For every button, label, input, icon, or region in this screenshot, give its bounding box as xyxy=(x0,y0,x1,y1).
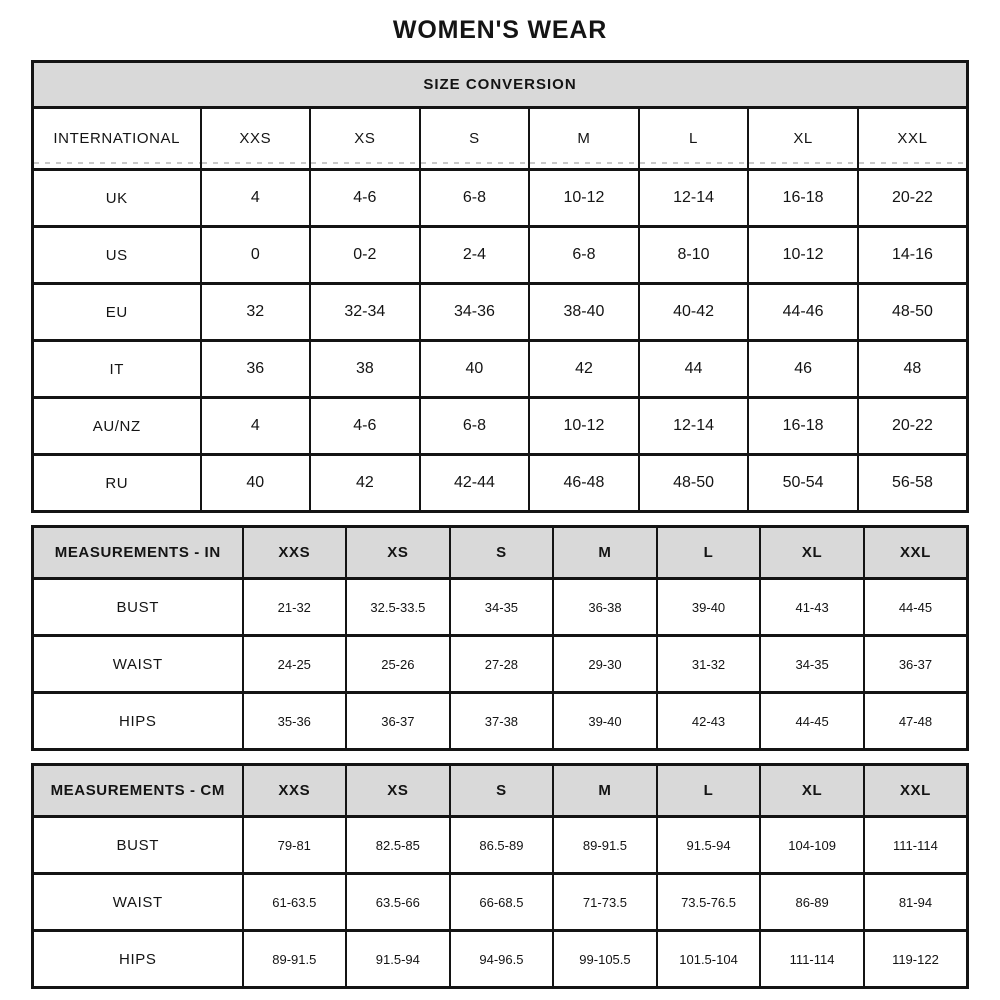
table-title: SIZE CONVERSION xyxy=(33,62,968,108)
value-cell: 91.5-94 xyxy=(657,817,761,874)
value-cell: 50-54 xyxy=(748,455,858,512)
table-title: MEASUREMENTS - IN xyxy=(33,527,243,579)
value-cell: 27-28 xyxy=(450,636,554,693)
value-cell: 0-2 xyxy=(310,227,420,284)
size-header-cell: M xyxy=(553,765,657,817)
value-cell: 82.5-85 xyxy=(346,817,450,874)
size-header-cell: XS xyxy=(310,108,420,170)
column-header-row xyxy=(33,765,968,817)
row-label-cell: IT xyxy=(33,341,201,398)
value-cell: 99-105.5 xyxy=(553,931,657,988)
value-cell: 47-48 xyxy=(864,693,968,750)
value-cell: 14-16 xyxy=(858,227,968,284)
value-cell: 73.5-76.5 xyxy=(657,874,761,931)
size-header-cell: XS xyxy=(346,765,450,817)
value-cell: 104-109 xyxy=(760,817,864,874)
value-cell: 36-38 xyxy=(553,579,657,636)
size-conversion-table xyxy=(31,60,969,513)
value-cell: 36-37 xyxy=(864,636,968,693)
size-header-cell: L xyxy=(657,527,761,579)
value-cell: 32.5-33.5 xyxy=(346,579,450,636)
value-cell: 46-48 xyxy=(529,455,639,512)
table-row xyxy=(33,579,968,636)
value-cell: 10-12 xyxy=(529,170,639,227)
value-cell: 111-114 xyxy=(864,817,968,874)
size-header-cell: L xyxy=(639,108,749,170)
value-cell: 10-12 xyxy=(748,227,858,284)
table-row xyxy=(33,693,968,750)
size-header-cell: XL xyxy=(760,765,864,817)
value-cell: 34-35 xyxy=(450,579,554,636)
value-cell: 41-43 xyxy=(760,579,864,636)
value-cell: 25-26 xyxy=(346,636,450,693)
value-cell: 12-14 xyxy=(639,398,749,455)
value-cell: 24-25 xyxy=(243,636,347,693)
size-header-cell: S xyxy=(420,108,530,170)
value-cell: 34-36 xyxy=(420,284,530,341)
size-header-cell: XXS xyxy=(243,527,347,579)
size-header-cell: XS xyxy=(346,527,450,579)
value-cell: 36-37 xyxy=(346,693,450,750)
value-cell: 21-32 xyxy=(243,579,347,636)
value-cell: 2-4 xyxy=(420,227,530,284)
measurements-in-table xyxy=(31,525,969,751)
column-header-row xyxy=(33,108,968,170)
size-header-cell: M xyxy=(529,108,639,170)
value-cell: 86.5-89 xyxy=(450,817,554,874)
value-cell: 81-94 xyxy=(864,874,968,931)
value-cell: 42-43 xyxy=(657,693,761,750)
value-cell: 20-22 xyxy=(858,398,968,455)
table-row xyxy=(33,341,968,398)
table-row xyxy=(33,455,968,512)
size-header-cell: XXS xyxy=(201,108,311,170)
value-cell: 44-46 xyxy=(748,284,858,341)
value-cell: 89-91.5 xyxy=(553,817,657,874)
value-cell: 89-91.5 xyxy=(243,931,347,988)
value-cell: 39-40 xyxy=(657,579,761,636)
row-label-cell: WAIST xyxy=(33,636,243,693)
value-cell: 66-68.5 xyxy=(450,874,554,931)
size-header-cell: XL xyxy=(760,527,864,579)
row-label-cell: RU xyxy=(33,455,201,512)
value-cell: 36 xyxy=(201,341,311,398)
row-label-cell: HIPS xyxy=(33,693,243,750)
size-header-cell: XXL xyxy=(864,765,968,817)
value-cell: 46 xyxy=(748,341,858,398)
value-cell: 42 xyxy=(529,341,639,398)
value-cell: 44-45 xyxy=(760,693,864,750)
row-label-cell: WAIST xyxy=(33,874,243,931)
value-cell: 44 xyxy=(639,341,749,398)
value-cell: 38 xyxy=(310,341,420,398)
value-cell: 32-34 xyxy=(310,284,420,341)
size-header-cell: XXL xyxy=(864,527,968,579)
value-cell: 16-18 xyxy=(748,170,858,227)
value-cell: 40-42 xyxy=(639,284,749,341)
value-cell: 79-81 xyxy=(243,817,347,874)
value-cell: 4-6 xyxy=(310,170,420,227)
size-header-cell: L xyxy=(657,765,761,817)
value-cell: 101.5-104 xyxy=(657,931,761,988)
table-row xyxy=(33,170,968,227)
value-cell: 111-114 xyxy=(760,931,864,988)
table-row xyxy=(33,636,968,693)
value-cell: 48-50 xyxy=(858,284,968,341)
table-row xyxy=(33,284,968,341)
value-cell: 35-36 xyxy=(243,693,347,750)
row-label-cell: BUST xyxy=(33,579,243,636)
value-cell: 86-89 xyxy=(760,874,864,931)
value-cell: 4 xyxy=(201,398,311,455)
row-label-cell: AU/NZ xyxy=(33,398,201,455)
value-cell: 91.5-94 xyxy=(346,931,450,988)
value-cell: 56-58 xyxy=(858,455,968,512)
size-header-cell: XXS xyxy=(243,765,347,817)
value-cell: 6-8 xyxy=(420,398,530,455)
value-cell: 63.5-66 xyxy=(346,874,450,931)
table-title: MEASUREMENTS - CM xyxy=(33,765,243,817)
value-cell: 4-6 xyxy=(310,398,420,455)
value-cell: 12-14 xyxy=(639,170,749,227)
table-row xyxy=(33,398,968,455)
row-label-cell: BUST xyxy=(33,817,243,874)
table-row xyxy=(33,817,968,874)
table-title-row xyxy=(33,62,968,108)
value-cell: 29-30 xyxy=(553,636,657,693)
value-cell: 34-35 xyxy=(760,636,864,693)
value-cell: 10-12 xyxy=(529,398,639,455)
value-cell: 37-38 xyxy=(450,693,554,750)
row-label-cell: US xyxy=(33,227,201,284)
page-title: WOMEN'S WEAR xyxy=(392,16,608,44)
row-label-cell: UK xyxy=(33,170,201,227)
measurements-cm-table xyxy=(31,763,969,989)
size-header-cell: M xyxy=(553,527,657,579)
value-cell: 44-45 xyxy=(864,579,968,636)
value-cell: 6-8 xyxy=(529,227,639,284)
column-header-row xyxy=(33,527,968,579)
value-cell: 4 xyxy=(201,170,311,227)
row-label-cell: INTERNATIONAL xyxy=(33,108,201,170)
value-cell: 6-8 xyxy=(420,170,530,227)
value-cell: 42-44 xyxy=(420,455,530,512)
value-cell: 20-22 xyxy=(858,170,968,227)
value-cell: 40 xyxy=(420,341,530,398)
value-cell: 94-96.5 xyxy=(450,931,554,988)
value-cell: 0 xyxy=(201,227,311,284)
value-cell: 48-50 xyxy=(639,455,749,512)
table-row xyxy=(33,227,968,284)
value-cell: 71-73.5 xyxy=(553,874,657,931)
value-cell: 48 xyxy=(858,341,968,398)
value-cell: 42 xyxy=(310,455,420,512)
size-header-cell: S xyxy=(450,527,554,579)
value-cell: 8-10 xyxy=(639,227,749,284)
size-header-cell: XL xyxy=(748,108,858,170)
value-cell: 40 xyxy=(201,455,311,512)
size-header-cell: XXL xyxy=(858,108,968,170)
row-label-cell: HIPS xyxy=(33,931,243,988)
value-cell: 39-40 xyxy=(553,693,657,750)
value-cell: 31-32 xyxy=(657,636,761,693)
value-cell: 38-40 xyxy=(529,284,639,341)
table-row xyxy=(33,931,968,988)
value-cell: 119-122 xyxy=(864,931,968,988)
value-cell: 32 xyxy=(201,284,311,341)
value-cell: 61-63.5 xyxy=(243,874,347,931)
row-label-cell: EU xyxy=(33,284,201,341)
value-cell: 16-18 xyxy=(748,398,858,455)
size-header-cell: S xyxy=(450,765,554,817)
table-row xyxy=(33,874,968,931)
